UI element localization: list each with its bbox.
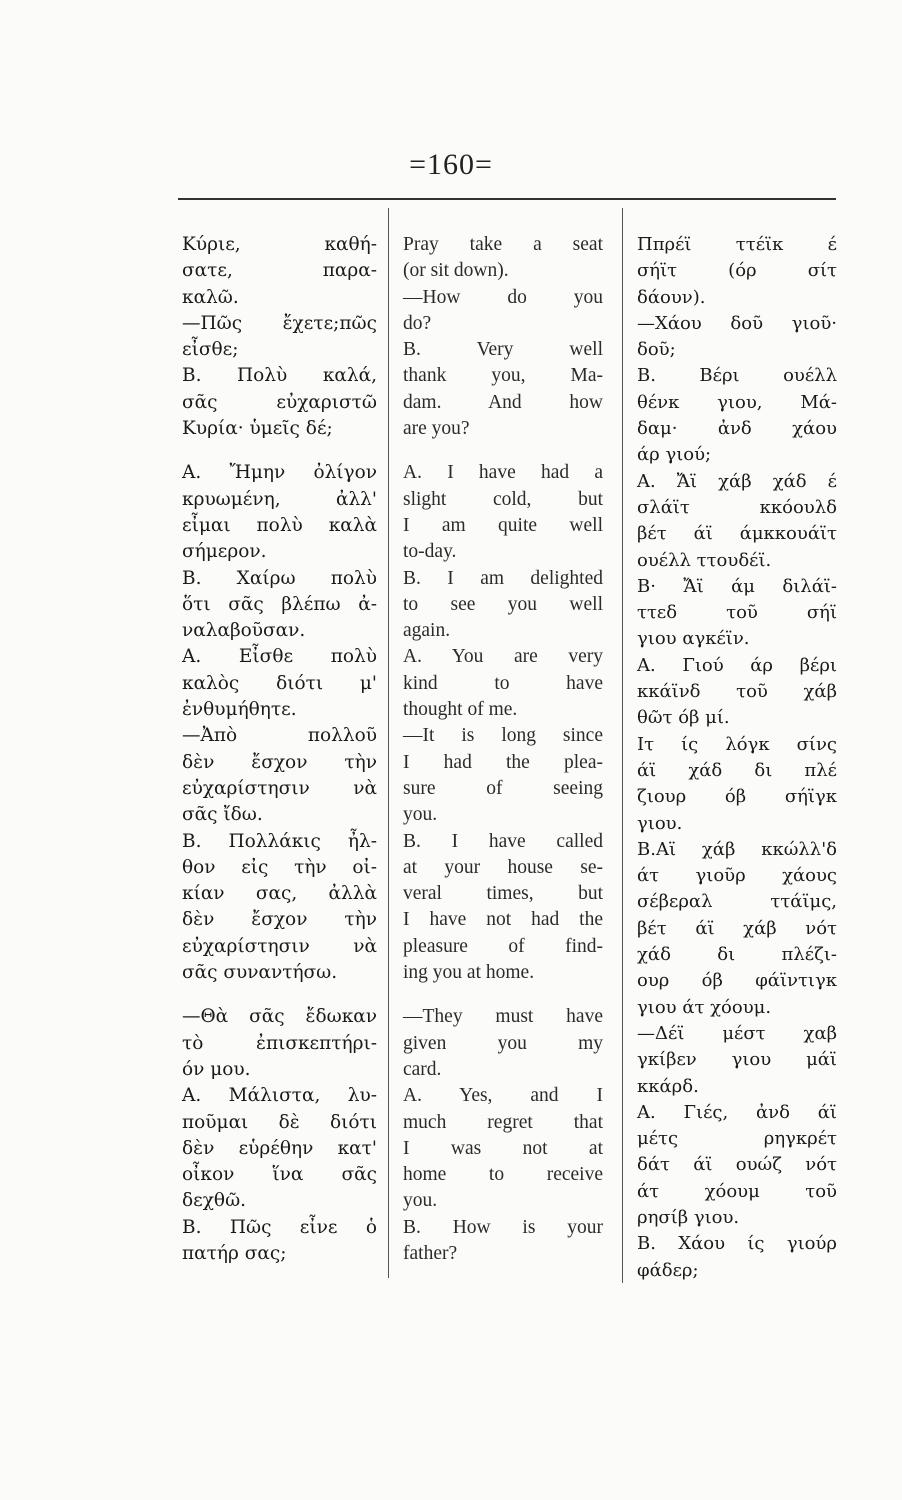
english-line: —It is long since	[403, 725, 603, 747]
english-line: B. Very well	[403, 339, 603, 361]
page-number: =160=	[409, 148, 493, 181]
translit-line: γιου αγκέϊν.	[637, 628, 750, 650]
column-divider-right	[622, 208, 623, 1283]
greek-line: πατήρ σας;	[182, 1242, 287, 1264]
greek-line: ποῦμαι δὲ διότι	[182, 1111, 377, 1133]
translit-line: γιου άτ χόουμ.	[637, 996, 772, 1018]
translit-line: A. Γιές, ἀνδ άϊ	[637, 1101, 837, 1123]
greek-line: θον εἰς τὴν οἰ-	[182, 856, 377, 878]
translit-line: —Δέϊ μέστ χαβ	[637, 1022, 837, 1044]
translit-line: κκάρδ.	[637, 1075, 699, 1097]
greek-line: B. Πολλάκις ἦλ-	[182, 830, 377, 852]
translit-line: ουρ όβ φάϊντιγκ	[637, 970, 837, 992]
english-line: —They must have	[403, 1006, 603, 1028]
translit-line: θῶτ όβ μί.	[637, 707, 730, 729]
translit-entry	[637, 1100, 837, 1231]
english-line: I was not at	[403, 1137, 603, 1159]
translit-entry	[637, 732, 837, 837]
english-line: B. How is your	[403, 1216, 603, 1238]
translit-line: δαμ· ἀνδ χάου	[637, 418, 837, 440]
translit-line: μέτς ρηγκρέτ	[637, 1128, 837, 1150]
english-column	[403, 232, 603, 1267]
translit-line: άτ χόουμ τοῦ	[637, 1180, 837, 1202]
english-line: A. Yes, and I	[403, 1085, 603, 1107]
english-line: sure of seeing	[403, 777, 603, 799]
english-line: thank you, Ma-	[403, 365, 603, 387]
greek-line: δὲν ἔσχον τὴν	[182, 751, 377, 773]
translit-entry	[637, 653, 837, 732]
translit-entry	[637, 232, 837, 311]
english-line: veral times, but	[403, 883, 603, 905]
translit-line: ττεδ τοῦ σήϊ	[637, 602, 837, 624]
translit-line: χάδ δι πλέζι-	[637, 944, 837, 966]
greek-line: σᾶς ἴδω.	[182, 804, 263, 826]
greek-entry	[182, 723, 377, 828]
greek-line: εὐχαρίστησιν νὰ	[182, 777, 377, 799]
english-line: Pray take a seat	[403, 234, 603, 255]
translit-line: B.Αϊ χάβ κκώλλ'δ	[637, 838, 837, 860]
english-line: do?	[403, 312, 432, 334]
greek-line: καλῶ.	[182, 286, 239, 308]
english-entry	[403, 232, 603, 285]
column-divider-left	[388, 208, 389, 1278]
greek-line: δεχθῶ.	[182, 1190, 247, 1212]
greek-line: σήμερον.	[182, 541, 267, 563]
translit-line: γκίβεν γιου μάϊ	[637, 1049, 837, 1071]
english-line: to-day.	[403, 541, 457, 563]
greek-entry	[182, 829, 377, 987]
english-line: (or sit down).	[403, 260, 509, 282]
translit-line: σήϊτ (όρ σίτ	[637, 260, 837, 282]
translit-entry	[637, 1021, 837, 1100]
english-line: A. You are very	[403, 646, 603, 668]
greek-entry	[182, 566, 377, 645]
translit-line: θένκ γιου, Μά-	[637, 391, 837, 413]
greek-entry	[182, 1004, 377, 1083]
english-line: card.	[403, 1058, 442, 1080]
english-line: B. I have called	[403, 830, 603, 852]
english-line: ing you at home.	[403, 962, 535, 984]
greek-line: σᾶς συναντήσω.	[182, 962, 338, 984]
translit-line: A. Γιού άρ βέρι	[637, 654, 837, 676]
translit-line: σλάϊτ κκόουλδ	[637, 496, 837, 518]
translit-line: κκάϊνδ τοῦ χάβ	[637, 681, 837, 703]
english-line: I am quite well	[403, 514, 603, 536]
greek-line: A. Εἶσθε πολὺ	[182, 646, 377, 668]
english-entry	[403, 1083, 603, 1214]
translit-entry	[637, 1231, 837, 1284]
english-entry	[403, 566, 603, 645]
greek-line: A. Μάλιστα, λυ-	[182, 1085, 377, 1107]
translit-line: ζιουρ όβ σήϊγκ	[637, 786, 837, 808]
translit-line: άρ γιού;	[637, 444, 712, 466]
english-line: B. I am delighted	[403, 567, 603, 589]
greek-line: κρυωμένη, ἀλλ'	[182, 488, 377, 510]
greek-entry	[182, 1215, 377, 1268]
greek-entry	[182, 363, 377, 442]
translit-line: B· Ἄϊ άμ διλάϊ-	[637, 575, 837, 597]
english-entry	[403, 1004, 603, 1083]
english-line: given you my	[403, 1032, 603, 1054]
greek-line: —Θὰ σᾶς ἔδωκαν	[182, 1006, 377, 1028]
greek-line: ναλαβοῦσαν.	[182, 620, 306, 642]
greek-line: Κύριε, καθή-	[182, 234, 377, 255]
greek-line: ὅτι σᾶς βλέπω ἀ-	[182, 593, 377, 615]
english-line: are you?	[403, 418, 470, 440]
greek-line: καλὸς διότι μ'	[182, 672, 377, 694]
english-line: I had the plea-	[403, 751, 603, 773]
translit-entry	[637, 469, 837, 574]
greek-line: οἶκον ἵνα σᾶς	[182, 1164, 377, 1186]
english-entry	[403, 829, 603, 987]
english-line: to see you well	[403, 593, 603, 615]
greek-line: εἶμαι πολὺ καλὰ	[182, 514, 377, 536]
transliteration-column	[637, 232, 837, 1284]
greek-line: δὲν ἔσχον τὴν	[182, 909, 377, 931]
translit-line: βέτ άϊ άμκκουάϊτ	[637, 523, 837, 545]
translit-line: φάδερ;	[637, 1259, 699, 1281]
greek-line: ἐνθυμήθητε.	[182, 699, 297, 721]
greek-line: εἶσθε;	[182, 339, 239, 361]
top-rule	[178, 198, 836, 200]
english-line: again.	[403, 620, 451, 642]
translit-line: B. Χάου ίς γιούρ	[637, 1233, 837, 1255]
greek-line: B. Χαίρω πολὺ	[182, 567, 377, 589]
english-line: slight cold, but	[403, 488, 603, 510]
english-line: much regret that	[403, 1111, 603, 1133]
english-line: —How do you	[403, 286, 603, 308]
translit-line: δάτ άϊ ουώζ νότ	[637, 1154, 837, 1176]
english-line: father?	[403, 1242, 458, 1264]
greek-entry	[182, 311, 377, 364]
translit-line: A. Ἄϊ χάβ χάδ έ	[637, 470, 837, 492]
translit-line: άϊ χάδ δι πλέ	[637, 759, 837, 781]
greek-line: Κυρία· ὑμεῖς δέ;	[182, 418, 333, 440]
greek-line: —Ἀπὸ πολλοῦ	[182, 725, 377, 747]
english-entry	[403, 460, 603, 565]
translit-line: σέβεραλ ττάϊμς,	[637, 891, 837, 913]
english-line: kind to have	[403, 672, 603, 694]
greek-entry	[182, 644, 377, 723]
greek-line: A. Ἤμην ὀλίγον	[182, 462, 377, 484]
english-line: thought of me.	[403, 699, 518, 721]
english-entry	[403, 285, 603, 338]
translit-line: ουέλλ ττουδέϊ.	[637, 549, 772, 571]
english-line: I have not had the	[403, 909, 603, 931]
english-line: dam. And how	[403, 391, 603, 413]
english-line: A. I have had a	[403, 462, 603, 484]
translit-line: δοῦ;	[637, 339, 676, 361]
translit-line: γιου.	[637, 812, 683, 834]
greek-entry	[182, 1083, 377, 1214]
greek-line: δὲν εὑρέθην κατ'	[182, 1137, 377, 1159]
translit-entry	[637, 837, 837, 1021]
translit-line: Ππρέϊ ττέϊκ έ	[637, 234, 837, 255]
translit-line: άτ γιοῦρ χάους	[637, 865, 837, 887]
english-entry	[403, 723, 603, 828]
greek-line: όν μου.	[182, 1058, 251, 1080]
translit-entry	[637, 363, 837, 468]
english-entry	[403, 644, 603, 723]
greek-line: σατε, παρα-	[182, 260, 377, 282]
english-line: you.	[403, 804, 438, 826]
translit-entry	[637, 574, 837, 653]
greek-line: —Πῶς ἔχετε;πῶς	[182, 312, 377, 334]
english-line: at your house se-	[403, 856, 603, 878]
greek-entry	[182, 460, 377, 565]
english-entry	[403, 337, 603, 442]
greek-line: σᾶς εὐχαριστῶ	[182, 391, 377, 413]
greek-entry	[182, 232, 377, 311]
english-line: you.	[403, 1190, 438, 1212]
translit-line: B. Βέρι ουέλλ	[637, 365, 837, 387]
english-line: home to receive	[403, 1164, 603, 1186]
translit-entry	[637, 311, 837, 364]
greek-line: εὐχαρίστησιν νὰ	[182, 935, 377, 957]
translit-line: βέτ άϊ χάβ νότ	[637, 917, 837, 939]
translit-line: ρησίβ γιου.	[637, 1206, 740, 1228]
translit-line: δάουν).	[637, 286, 706, 308]
translit-line: Ιτ ίς λόγκ σίνς	[637, 733, 837, 755]
translit-line: —Χάου δοῦ γιοῦ·	[637, 312, 837, 334]
greek-line: τὸ ἐπισκεπτήρι-	[182, 1032, 377, 1054]
greek-column	[182, 232, 377, 1267]
greek-line: B. Πῶς εἶνε ὁ	[182, 1216, 377, 1238]
greek-line: B. Πολὺ καλά,	[182, 365, 377, 387]
greek-line: κίαν σας, ἀλλὰ	[182, 883, 377, 905]
english-line: pleasure of find-	[403, 935, 603, 957]
english-entry	[403, 1215, 603, 1268]
